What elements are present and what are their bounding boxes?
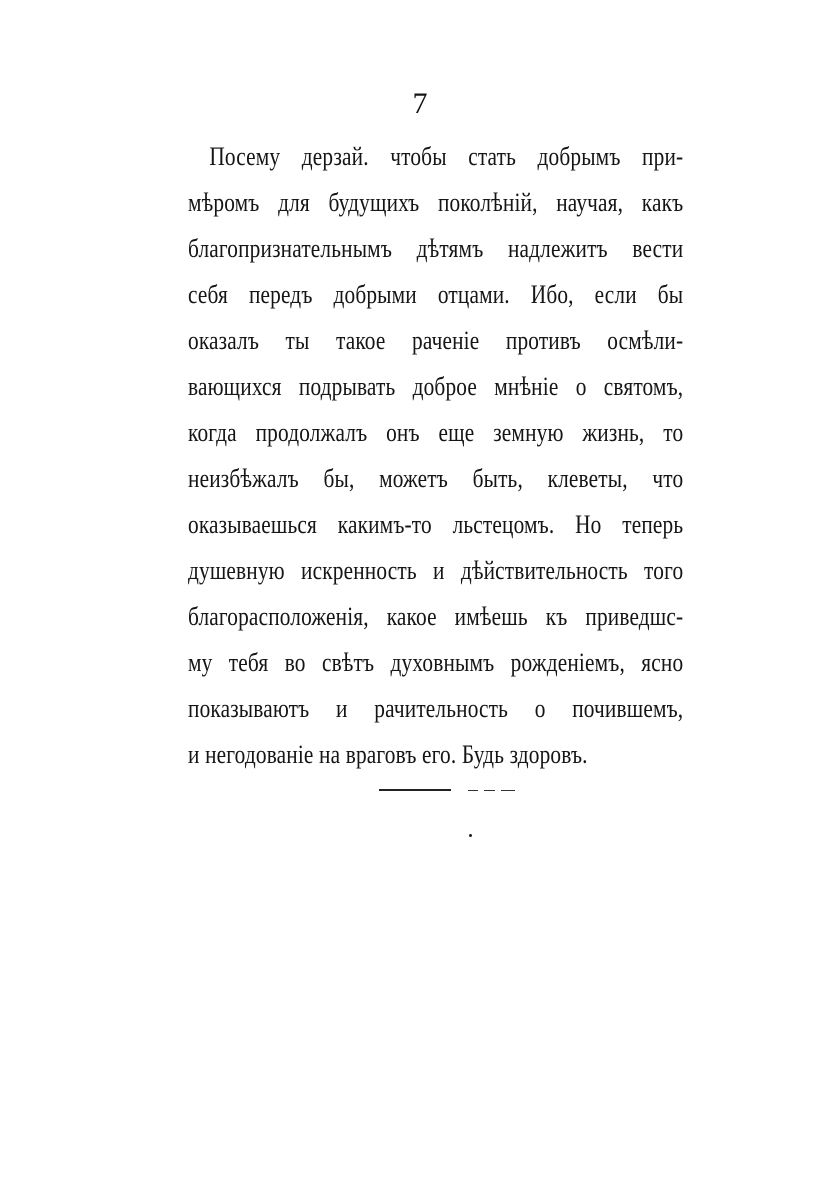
ornamental-rule [379,789,451,791]
text-line: оказалъ ты такое раченіе противъ осмѣли- [188,326,684,355]
ornamental-dash [484,790,495,791]
text-line: себя передъ добрыми отцами. Ибо, если бы [188,280,684,309]
text-line: вающихся подрывать доброе мнѣніе о святомъ, [188,372,684,401]
text-line: му тебя во свѣтъ духовнымъ рожденіемъ, ясно [188,648,684,677]
ink-dot [469,834,472,837]
text-line: показываютъ и рачительность о почившемъ, [188,694,684,723]
ornamental-dash [468,790,478,791]
text-line: Посему дерзай. чтобы стать добрымъ при- [209,142,684,171]
ornamental-dash [501,790,515,791]
text-line: неизбѣжалъ бы, можетъ быть, клеветы, что [188,464,684,493]
text-line: благопризнательнымъ дѣтямъ надлежитъ вести [188,234,684,263]
text-line: когда продолжалъ онъ еще земную жизнь, то [188,418,684,447]
body-text [188,134,683,778]
page-number: 7 [412,87,428,120]
text-line: и негодованіе на враговъ его. Будь здоровъ. [188,740,588,769]
text-line: благорасположенія, какое имѣешь къ приведшс- [188,602,684,631]
text-line: оказываешься какимъ-то льстецомъ. Но теперь [188,510,684,539]
text-line: душевную искренность и дѣйствительность того [188,556,684,585]
text-line: мѣромъ для будущихъ поколѣній, научая, какъ [188,188,684,217]
